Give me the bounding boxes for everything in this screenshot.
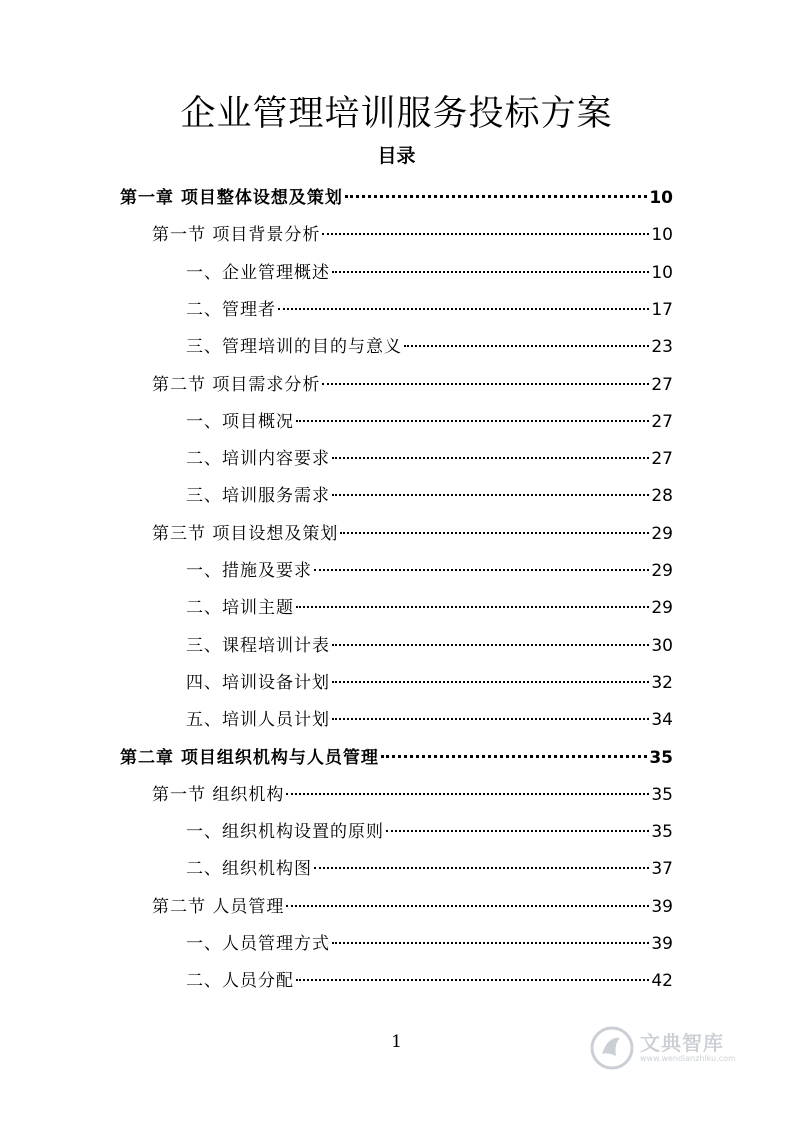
toc-entry[interactable] xyxy=(186,817,673,847)
toc-leader-dots xyxy=(332,718,649,720)
toc-leader-dots xyxy=(332,681,649,683)
toc-entry-label: 二、培训主题 xyxy=(186,598,294,619)
toc-heading: 目录 xyxy=(377,145,416,167)
toc-entry-label: 第二章 项目组织机构与人员管理 xyxy=(120,747,379,768)
toc-entry[interactable] xyxy=(152,519,673,549)
page-title: 企业管理培训服务投标方案 xyxy=(180,94,613,134)
toc-entry-label: 一、措施及要求 xyxy=(186,561,312,581)
toc-entry[interactable] xyxy=(186,556,673,586)
toc-leader-dots xyxy=(278,308,649,310)
toc-leader-dots xyxy=(340,532,649,534)
toc-entry[interactable] xyxy=(152,892,673,922)
toc-entry-page: 29 xyxy=(651,523,673,544)
toc-entry-page: 34 xyxy=(651,710,673,731)
toc-entry-page: 27 xyxy=(651,411,673,432)
toc-entry-label: 第二节 项目需求分析 xyxy=(152,374,321,395)
toc-leader-dots xyxy=(322,233,649,235)
toc-leader-dots xyxy=(332,942,649,944)
watermark xyxy=(590,1020,760,1076)
toc-leader-dots xyxy=(296,420,649,422)
toc-entry-page: 39 xyxy=(651,896,673,917)
toc-entry-label: 三、管理培训的目的与意义 xyxy=(186,337,402,358)
toc-entry-page: 29 xyxy=(651,561,673,581)
page-number: 1 xyxy=(391,1032,402,1052)
toc-leader-dots xyxy=(386,830,649,832)
toc-entry-label: 二、培训内容要求 xyxy=(186,449,330,470)
toc-entry[interactable] xyxy=(120,743,673,773)
toc-leader-dots xyxy=(286,793,649,795)
toc-entry-label: 三、课程培训计表 xyxy=(186,635,330,656)
toc-entry-label: 第二节 人员管理 xyxy=(152,896,285,917)
toc-entry-label: 一、组织机构设置的原则 xyxy=(186,822,384,843)
toc-entry[interactable] xyxy=(186,631,673,661)
toc-leader-dots xyxy=(332,457,649,459)
toc-entry-label: 一、企业管理概述 xyxy=(186,262,330,283)
toc-leader-dots xyxy=(296,979,649,981)
toc-entry-page: 35 xyxy=(651,822,673,843)
toc-entry-page: 42 xyxy=(651,971,673,992)
toc-entry-page: 32 xyxy=(651,672,673,693)
toc-entry[interactable] xyxy=(152,370,673,400)
toc-entry-page: 10 xyxy=(651,225,673,246)
toc-entry-label: 四、培训设备计划 xyxy=(186,672,330,693)
toc-leader-dots xyxy=(332,644,649,646)
toc-entry-label: 一、项目概况 xyxy=(186,411,294,432)
toc-entry-label: 二、管理者 xyxy=(186,299,276,320)
toc-entry[interactable] xyxy=(186,295,673,325)
toc-entry[interactable] xyxy=(186,444,673,474)
watermark-url: www.wendianzhiku.com xyxy=(640,1054,736,1063)
toc-entry-label: 五、培训人员计划 xyxy=(186,710,330,731)
toc-entry-page: 35 xyxy=(651,784,673,805)
toc-entry[interactable] xyxy=(186,966,673,996)
toc-leader-dots xyxy=(332,271,649,273)
toc-leader-dots xyxy=(404,345,649,347)
toc-entry-label: 一、人员管理方式 xyxy=(186,934,330,954)
toc-entry-label: 三、培训服务需求 xyxy=(186,486,330,507)
toc-entry[interactable] xyxy=(186,854,673,884)
toc-entry[interactable] xyxy=(152,780,673,810)
toc-entry-page: 37 xyxy=(651,859,673,880)
toc-entry-page: 39 xyxy=(651,934,673,954)
toc-entry-page: 27 xyxy=(651,449,673,470)
toc-entry-page: 35 xyxy=(649,747,673,768)
watermark-name: 文典智库 xyxy=(640,1031,724,1055)
toc-entry-page: 10 xyxy=(651,262,673,283)
toc-entry[interactable] xyxy=(186,407,673,437)
toc-entry[interactable] xyxy=(186,481,673,511)
toc-leader-dots xyxy=(381,755,647,758)
toc-entry-page: 28 xyxy=(651,486,673,507)
toc-entry[interactable] xyxy=(186,258,673,288)
toc-entry-page: 17 xyxy=(651,299,673,320)
toc-leader-dots xyxy=(286,905,649,907)
toc-entry-label: 二、组织机构图 xyxy=(186,859,312,880)
wendian-logo-icon xyxy=(590,1026,634,1070)
toc-leader-dots xyxy=(322,383,649,385)
toc-entry-page: 30 xyxy=(651,635,673,656)
toc-entry[interactable] xyxy=(186,929,673,959)
toc-entry[interactable] xyxy=(186,593,673,623)
toc-entry[interactable] xyxy=(152,220,673,250)
toc-entry-page: 27 xyxy=(651,374,673,395)
toc-entry-label: 第一节 组织机构 xyxy=(152,784,285,805)
toc-leader-dots xyxy=(296,606,649,608)
toc-entry-label: 第三节 项目设想及策划 xyxy=(152,523,339,544)
toc-entry-page: 29 xyxy=(651,598,673,619)
toc-leader-dots xyxy=(345,195,647,198)
toc-leader-dots xyxy=(332,494,649,496)
toc-entry[interactable] xyxy=(186,668,673,698)
toc-entry[interactable] xyxy=(186,332,673,362)
toc-entry-label: 二、人员分配 xyxy=(186,971,294,992)
toc-entry-label: 第一节 项目背景分析 xyxy=(152,225,321,246)
toc-entry[interactable] xyxy=(186,705,673,735)
toc-entry[interactable] xyxy=(120,183,673,213)
toc-entry-page: 23 xyxy=(651,337,673,358)
toc-entry-label: 第一章 项目整体设想及策划 xyxy=(120,188,343,208)
toc-leader-dots xyxy=(314,867,649,869)
toc-entry-page: 10 xyxy=(649,188,673,208)
toc-leader-dots xyxy=(314,569,649,571)
